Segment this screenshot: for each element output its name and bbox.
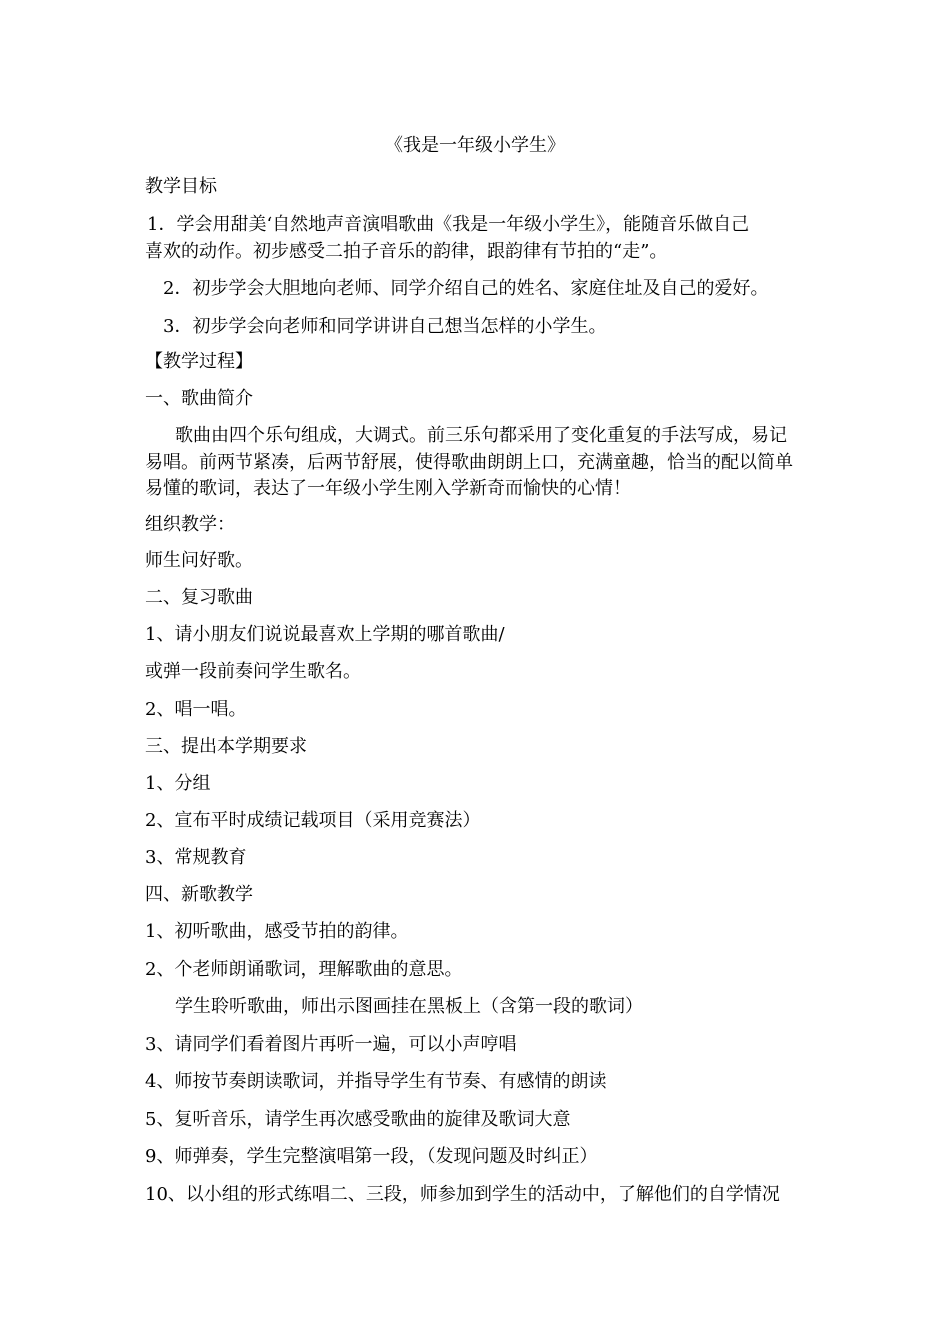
document-title: 《我是一年级小学生》 [385, 135, 565, 156]
new-song-step-5: 5、复听音乐，请学生再次感受歌曲的旋律及歌词大意 [145, 1109, 571, 1130]
section-heading-process: 【教学过程】 [145, 351, 253, 372]
requirement-1: 1、分组 [145, 773, 211, 794]
greeting-line: 师生问好歌。 [145, 550, 253, 571]
section-heading-goals: 教学目标 [145, 176, 217, 197]
new-song-step-3: 3、请同学们看着图片再听一遍，可以小声哼唱 [145, 1034, 517, 1055]
new-song-step-2: 2、个老师朗诵歌词，理解歌曲的意思。 [145, 959, 463, 980]
new-song-step-2-sub: 学生聆听歌曲，师出示图画挂在黑板上（含第一段的歌词） [175, 996, 643, 1017]
goal-2: 2．初步学会大胆地向老师、同学介绍自己的姓名、家庭住址及自己的爱好。 [163, 278, 769, 299]
new-song-step-10: 10、以小组的形式练唱二、三段，师参加到学生的活动中，了解他们的自学情况 [145, 1184, 780, 1205]
intro-line-1: 歌曲由四个乐句组成，大调式。前三乐句都采用了变化重复的手法写成，易记 [175, 425, 787, 446]
part-4-heading: 四、新歌教学 [145, 884, 253, 905]
requirement-2: 2、宣布平时成绩记载项目（采用竞赛法） [145, 810, 481, 831]
requirement-3: 3、常规教育 [145, 847, 247, 868]
review-1-line-2: 或弹一段前奏问学生歌名。 [145, 661, 361, 682]
new-song-step-4: 4、师按节奏朗读歌词，并指导学生有节奏、有感情的朗读 [145, 1071, 607, 1092]
goal-1-line-2: 喜欢的动作。初步感受二拍子音乐的韵律，跟韵律有节拍的“走”。 [145, 241, 668, 262]
new-song-step-9: 9、师弹奏，学生完整演唱第一段，（发现问题及时纠正） [145, 1146, 598, 1167]
intro-line-2: 易唱。前两节紧凑，后两节舒展，使得歌曲朗朗上口，充满童趣，恰当的配以简单 [145, 452, 793, 473]
goal-3: 3．初步学会向老师和同学讲讲自己想当怎样的小学生。 [163, 316, 607, 337]
part-1-heading: 一、歌曲简介 [145, 388, 253, 409]
part-2-heading: 二、复习歌曲 [145, 587, 253, 608]
review-1-line-1: 1、请小朋友们说说最喜欢上学期的哪首歌曲/ [145, 624, 505, 645]
part-3-heading: 三、提出本学期要求 [145, 736, 307, 757]
new-song-step-1: 1、初听歌曲，感受节拍的韵律。 [145, 921, 409, 942]
organize-label: 组织教学： [145, 514, 235, 535]
goal-1-line-1: 1．学会用甜美‘自然地声音演唱歌曲《我是一年级小学生》，能随音乐做自己 [147, 214, 750, 235]
intro-line-3: 易懂的歌词，表达了一年级小学生刚入学新奇而愉快的心情！ [145, 478, 631, 499]
review-2: 2、唱一唱。 [145, 699, 247, 720]
